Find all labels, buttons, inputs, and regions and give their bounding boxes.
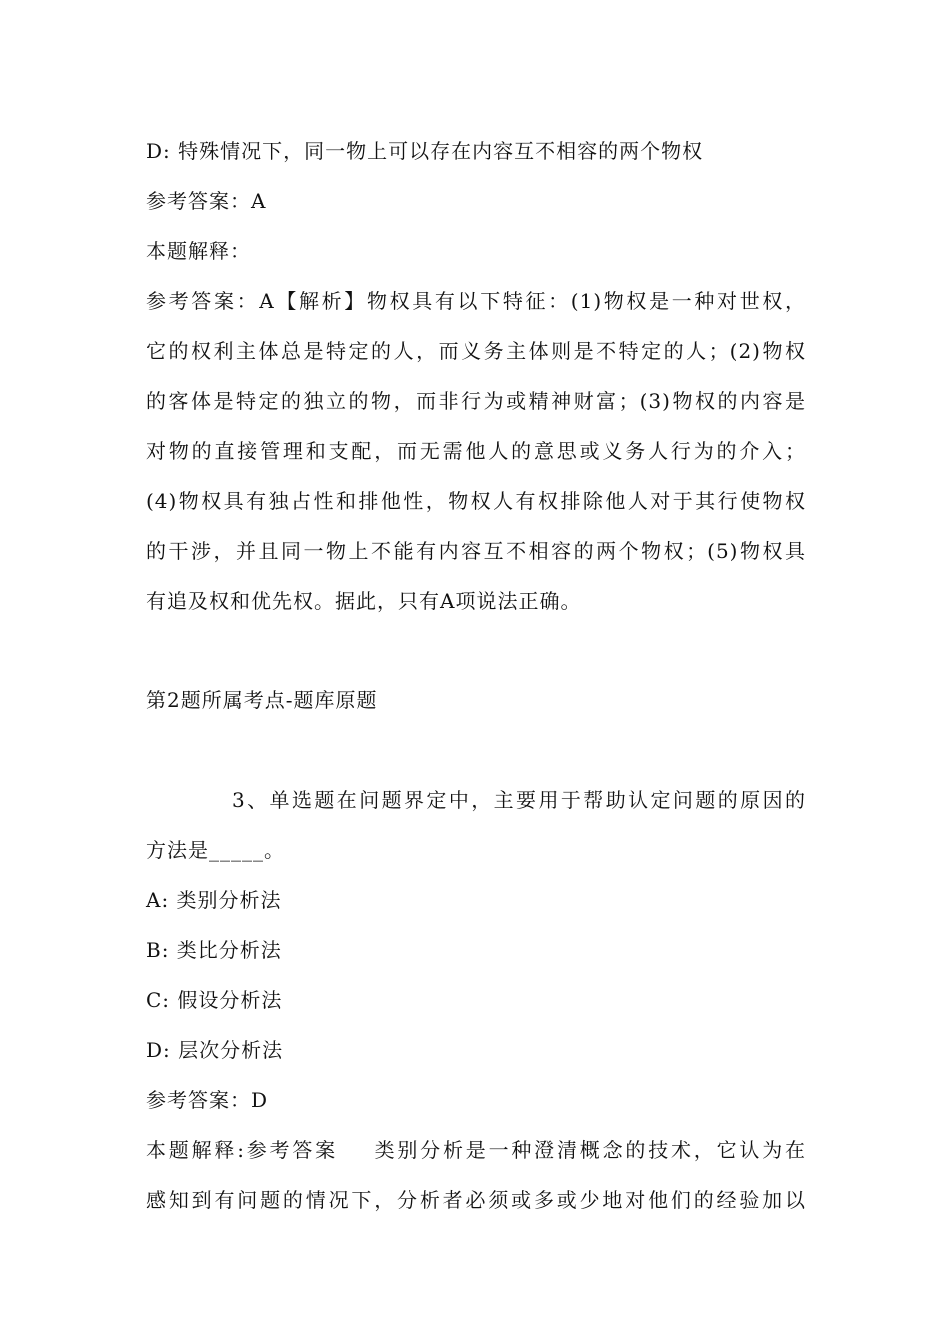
answer: 参考答案：D [146, 1088, 269, 1112]
explanation-line: 的客体是特定的独立的物，而非行为或精神财富；(3)物权的内容是 [146, 389, 806, 413]
answer: 参考答案：A [146, 189, 267, 213]
explanation-line: 参考答案：A【解析】物权具有以下特征：(1)物权是一种对世权， [146, 289, 806, 313]
option-d: D: 层次分析法 [146, 1038, 284, 1062]
topic-note: 第2题所属考点-题库原题 [146, 688, 378, 712]
explanation-line: 的干涉，并且同一物上不能有内容互不相容的两个物权；(5)物权具 [146, 539, 806, 563]
explanation-line: 对物的直接管理和支配，而无需他人的意思或义务人行为的介入； [146, 439, 806, 463]
question-stem: 方法是_____。 [146, 838, 285, 862]
explanation-line: 有追及权和优先权。据此，只有A项说法正确。 [146, 589, 582, 613]
explanation-heading: 本题解释： [146, 239, 251, 263]
option-d: D: 特殊情况下，同一物上可以存在内容互不相容的两个物权 [146, 139, 704, 163]
explanation-line: (4)物权具有独占性和排他性，物权人有权排除他人对于其行使物权 [146, 489, 806, 513]
explanation-line: 它的权利主体总是特定的人，而义务主体则是不特定的人；(2)物权 [146, 339, 806, 363]
option-c: C: 假设分析法 [146, 988, 283, 1012]
explanation-line: 本题解释:参考答案 类别分析是一种澄清概念的技术，它认为在 [146, 1138, 806, 1162]
option-a: A: 类别分析法 [146, 888, 282, 912]
question-stem: 3、单选题在问题界定中，主要用于帮助认定问题的原因的 [232, 788, 806, 812]
explanation-line: 感知到有问题的情况下，分析者必须或多或少地对他们的经验加以 [146, 1188, 806, 1212]
option-b: B: 类比分析法 [146, 938, 282, 962]
